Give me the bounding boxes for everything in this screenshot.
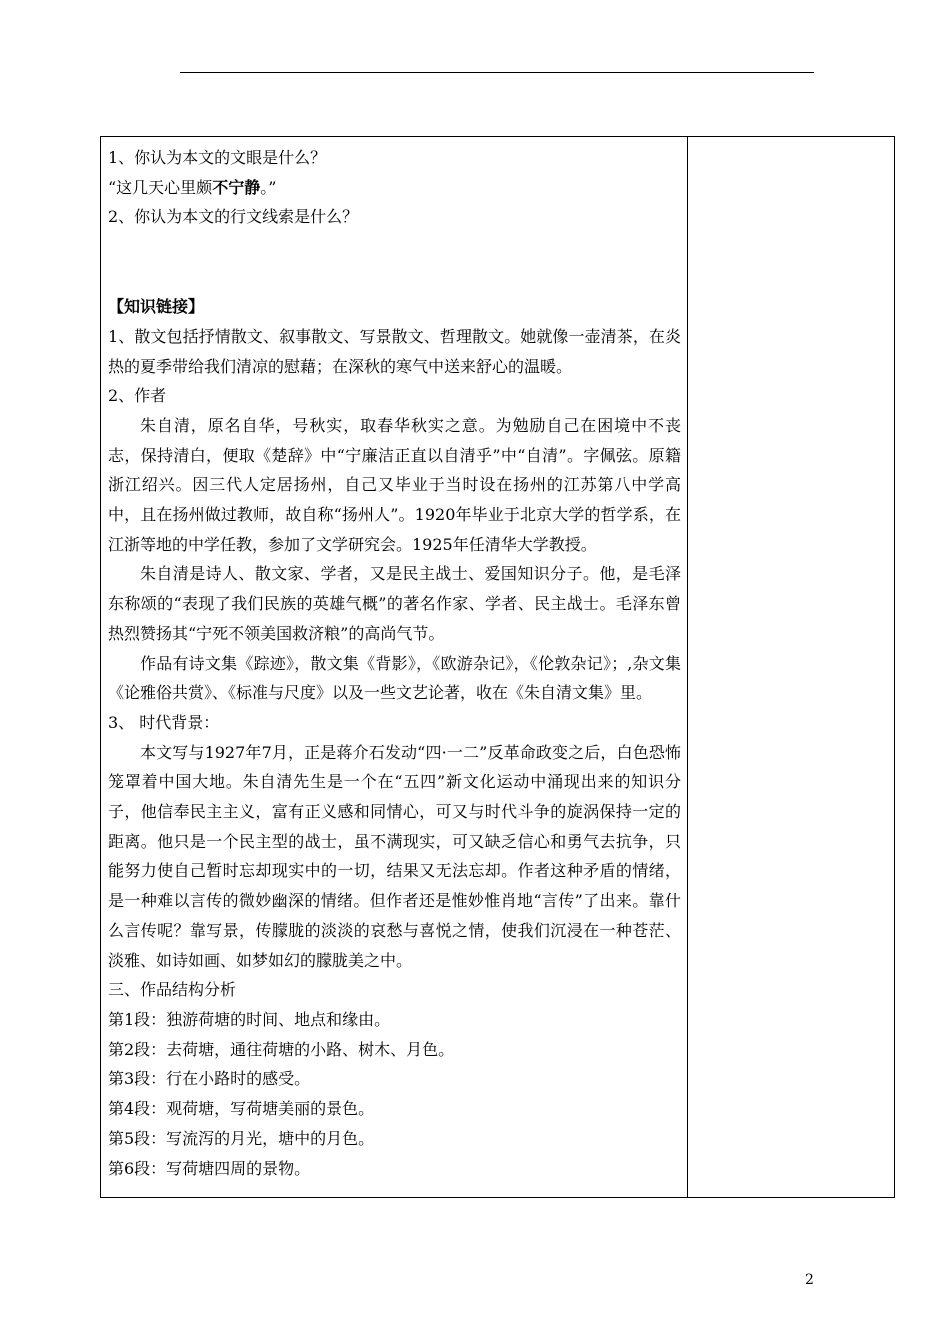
background-paragraph: 本文写与1927年7月，正是蒋介石发动“四·一二”反革命政变之后，白色恐怖笼罩着中国大地。朱自清先生是一个在“五四”新文化运动中涌现出来的知识分子，他信奉民主主义，富有正义感和同情心，可又与时代斗争的旋涡保持一定的距离。他只是一个民主型的战士，虽不满现实，可又缺乏信心和勇气去抗争，只能努力使自己暂时忘却现实中的一切，结果又无法忘却。作者这种矛盾的情绪，是一种难以言传的微妙幽深的情绪。但作者还是惟妙惟肖地“言传”了出来。靠什么言传呢？靠写景，传朦胧的淡淡的哀愁与喜悦之情，使我们沉浸在一种苍茫、淡雅、如诗如画、如梦如幻的朦胧美之中。 [108,742,681,970]
structure-item: 第1段：独游荷塘的时间、地点和缘由。 [108,1009,391,1029]
question-1: 1、你认为本文的文眼是什么？ [108,148,327,167]
notes-cell [688,137,894,1197]
structure-item: 第4段：观荷塘，写荷塘美丽的景色。 [108,1099,375,1119]
background-heading: 3、 时代背景： [108,712,220,732]
author-identity-paragraph: 朱自清是诗人、散文家、学者，又是民主战士、爱国知识分子。他，是毛泽东称颂的“表现了我们民族的英雄气概”的著名作家、学者、民主战士。毛泽东曾热烈赞扬其“宁死不领美国救济粮”的高尚气节。 [108,564,681,643]
author-works-paragraph: 作品有诗文集《踪迹》，散文集《背影》，《欧游杂记》，《伦敦杂记》；,杂文集《论雅俗共赏》、《标准与尺度》以及一些文艺论著，收在《朱自清文集》里。 [108,653,681,703]
structure-item: 第3段：行在小路时的感受。 [108,1069,311,1089]
structure-heading: 三、作品结构分析 [108,980,237,1000]
structure-item: 第6段：写荷塘四周的景物。 [108,1158,311,1178]
prose-definition: 1、散文包括抒情散文、叙事散文、写景散文、哲理散文。她就像一壶清茶，在炎热的夏季带给我们清凉的慰藉；在深秋的寒气中送来舒心的温暖。 [108,326,681,376]
answer-text-post: 。” [260,177,277,197]
main-content-cell [101,137,687,1197]
answer-keyword: 不宁静 [212,177,261,197]
answer-text-pre: “这几天心里颇 [108,177,213,197]
author-heading: 2、作者 [108,386,167,406]
knowledge-heading: 【知识链接】 [108,297,205,317]
page-number: 2 [805,1272,814,1288]
content-table [100,136,895,1198]
question-2: 2、你认为本文的行文线索是什么？ [108,207,359,227]
question-1-answer [108,173,681,203]
structure-item: 第5段：写流泻的月光，塘中的月色。 [108,1128,375,1148]
header-rule [180,72,814,73]
answer-blank-space [108,232,681,292]
author-bio-paragraph: 朱自清，原名自华，号秋实，取春华秋实之意。为勉励自己在困境中不丧志，保持清白，便取《楚辞》中“宁廉洁正直以自清乎”中“自清”。字佩弦。原籍浙江绍兴。因三代人定居扬州，自己又毕业于当时设在扬州的江苏第八中学高中，且在扬州做过教师，故自称“扬州人”。1920年毕业于北京大学的哲学系，在江浙等地的中学任教，参加了文学研究会。1925年任清华大学教授。 [108,415,681,554]
structure-item: 第2段：去荷塘，通往荷塘的小路、树木、月色。 [108,1039,455,1059]
